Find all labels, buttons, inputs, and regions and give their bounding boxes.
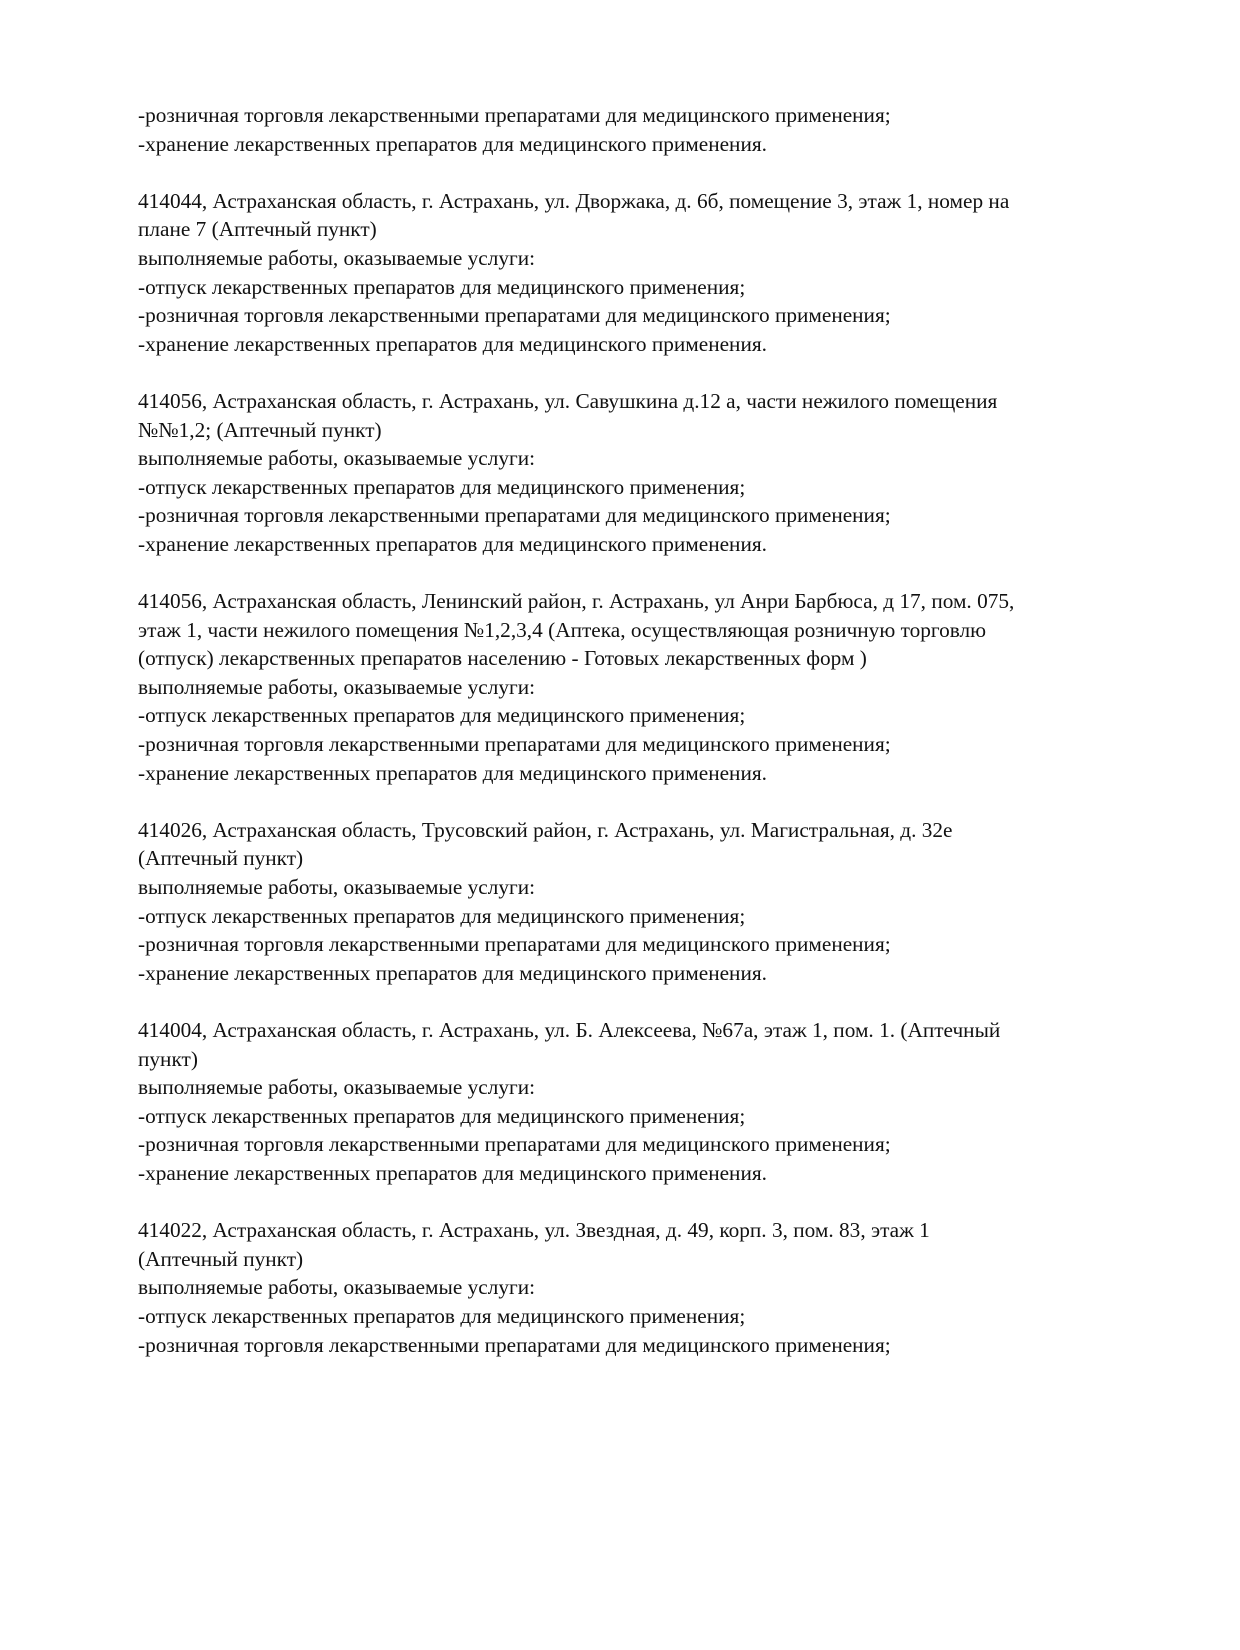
service-item: -хранение лекарственных препаратов для медицинского применения. bbox=[138, 760, 767, 785]
address-line: (Аптечный пункт) bbox=[138, 846, 304, 871]
document-page bbox=[138, 101, 1138, 1359]
address-entry bbox=[138, 187, 1138, 359]
paragraph-gap bbox=[138, 987, 1138, 1016]
address-entry bbox=[138, 387, 1138, 559]
service-item: -отпуск лекарственных препаратов для медицинского применения; bbox=[138, 903, 746, 928]
service-item: -хранение лекарственных препаратов для медицинского применения. bbox=[138, 960, 767, 985]
address-line: 414056, Астраханская область, г. Астрахань, ул. Савушкина д.12 а, части нежилого помещения bbox=[138, 388, 998, 413]
services-heading: выполняемые работы, оказываемые услуги: bbox=[138, 875, 536, 900]
address-line: (Аптечный пункт) bbox=[138, 1246, 304, 1271]
services-heading: выполняемые работы, оказываемые услуги: bbox=[138, 245, 536, 270]
service-item: -розничная торговля лекарственными препаратами для медицинского применения; bbox=[138, 503, 891, 528]
service-item: -хранение лекарственных препаратов для медицинского применения. bbox=[138, 531, 767, 556]
service-item: -отпуск лекарственных препаратов для медицинского применения; bbox=[138, 1103, 746, 1128]
services-heading: выполняемые работы, оказываемые услуги: bbox=[138, 1275, 536, 1300]
service-item: -хранение лекарственных препаратов для медицинского применения. bbox=[138, 1160, 767, 1185]
paragraph-gap bbox=[138, 559, 1138, 588]
paragraph-gap bbox=[138, 358, 1138, 387]
service-item: -хранение лекарственных препаратов для медицинского применения. bbox=[138, 331, 767, 356]
service-item: -хранение лекарственных препаратов для медицинского применения. bbox=[138, 131, 767, 156]
address-line: (отпуск) лекарственных препаратов населению - Готовых лекарственных форм ) bbox=[138, 646, 867, 671]
service-item: -розничная торговля лекарственными препаратами для медицинского применения; bbox=[138, 103, 891, 127]
address-line: 414022, Астраханская область, г. Астрахань, ул. Звездная, д. 49, корп. 3, пом. 83, этаж 1 bbox=[138, 1218, 930, 1243]
address-line: этаж 1, части нежилого помещения №1,2,3,4 (Аптека, осуществляющая розничную торговлю bbox=[138, 617, 987, 642]
service-item: -отпуск лекарственных препаратов для медицинского применения; bbox=[138, 274, 746, 299]
address-line: 414056, Астраханская область, Ленинский район, г. Астрахань, ул Анри Барбюса, д 17, пом. 075, bbox=[138, 589, 1015, 614]
services-heading: выполняемые работы, оказываемые услуги: bbox=[138, 674, 536, 699]
paragraph-gap bbox=[138, 158, 1138, 187]
service-item: -розничная торговля лекарственными препаратами для медицинского применения; bbox=[138, 303, 891, 328]
service-item: -отпуск лекарственных препаратов для медицинского применения; bbox=[138, 1303, 746, 1328]
address-line: №№1,2; (Аптечный пункт) bbox=[138, 417, 382, 442]
address-entry bbox=[138, 816, 1138, 988]
address-entry bbox=[138, 1216, 1138, 1359]
service-item: -розничная торговля лекарственными препаратами для медицинского применения; bbox=[138, 1132, 891, 1157]
paragraph-gap bbox=[138, 787, 1138, 816]
address-line: плане 7 (Аптечный пункт) bbox=[138, 217, 377, 242]
service-item: -отпуск лекарственных препаратов для медицинского применения; bbox=[138, 474, 746, 499]
address-line: 414044, Астраханская область, г. Астрахань, ул. Дворжака, д. 6б, помещение 3, этаж 1, номер на bbox=[138, 188, 1010, 213]
intro-services bbox=[138, 101, 1138, 158]
service-item: -розничная торговля лекарственными препаратами для медицинского применения; bbox=[138, 1332, 891, 1357]
service-item: -отпуск лекарственных препаратов для медицинского применения; bbox=[138, 703, 746, 728]
paragraph-gap bbox=[138, 1188, 1138, 1217]
address-line: пункт) bbox=[138, 1046, 198, 1071]
address-entry bbox=[138, 1016, 1138, 1188]
address-line: 414004, Астраханская область, г. Астрахань, ул. Б. Алексеева, №67а, этаж 1, пом. 1. (Аптечный bbox=[138, 1018, 1001, 1042]
address-line: 414026, Астраханская область, Трусовский район, г. Астрахань, ул. Магистральная, д. 32е bbox=[138, 817, 953, 842]
service-item: -розничная торговля лекарственными препаратами для медицинского применения; bbox=[138, 932, 891, 957]
services-heading: выполняемые работы, оказываемые услуги: bbox=[138, 1075, 536, 1100]
service-item: -розничная торговля лекарственными препаратами для медицинского применения; bbox=[138, 732, 891, 757]
address-entry bbox=[138, 587, 1138, 787]
services-heading: выполняемые работы, оказываемые услуги: bbox=[138, 446, 536, 471]
